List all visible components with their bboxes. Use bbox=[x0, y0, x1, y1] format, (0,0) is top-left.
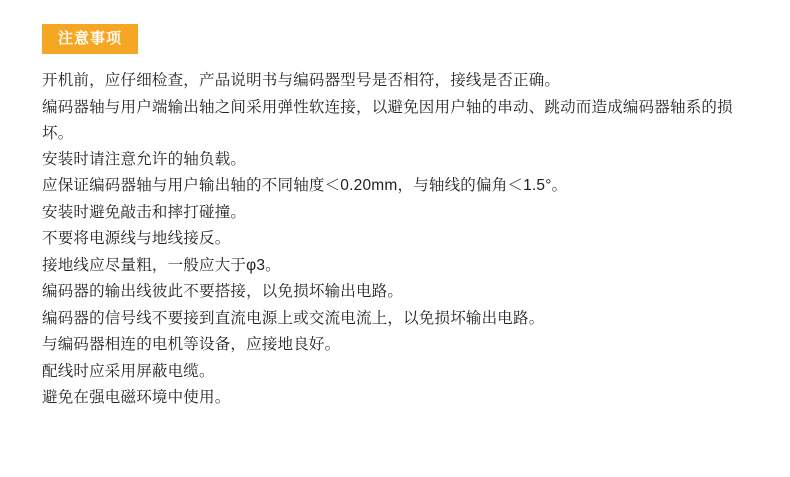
list-item: 避免在强电磁环境中使用。 bbox=[42, 389, 231, 406]
list-item: 应保证编码器轴与用户输出轴的不同轴度＜0.20mm，与轴线的偏角＜1.5°。 bbox=[42, 177, 568, 194]
list-item: 编码器的信号线不要接到直流电源上或交流电流上，以免损坏输出电路。 bbox=[42, 309, 545, 327]
list-item: 不要将电源线与地线接反。 bbox=[42, 230, 231, 247]
notes-list bbox=[42, 68, 754, 412]
section-badge: 注意事项 bbox=[42, 24, 138, 54]
list-item: 安装时请注意允许的轴负载。 bbox=[42, 150, 247, 168]
list-item: 与编码器相连的电机等设备，应接地良好。 bbox=[42, 336, 341, 353]
list-item: 安装时避免敲击和摔打碰撞。 bbox=[42, 203, 247, 221]
list-item: 编码器轴与用户端输出轴之间采用弹性软连接，以避免因用户轴的串动、跳动而造成编码器轴系的损坏。 bbox=[42, 98, 733, 142]
list-item: 配线时应采用屏蔽电缆。 bbox=[42, 362, 215, 380]
list-item: 接地线应尽量粗，一般应大于φ3。 bbox=[42, 256, 281, 274]
list-item: 开机前，应仔细检查，产品说明书与编码器型号是否相符，接线是否正确。 bbox=[42, 72, 561, 89]
list-item: 编码器的输出线彼此不要搭接，以免损坏输出电路。 bbox=[42, 283, 404, 300]
